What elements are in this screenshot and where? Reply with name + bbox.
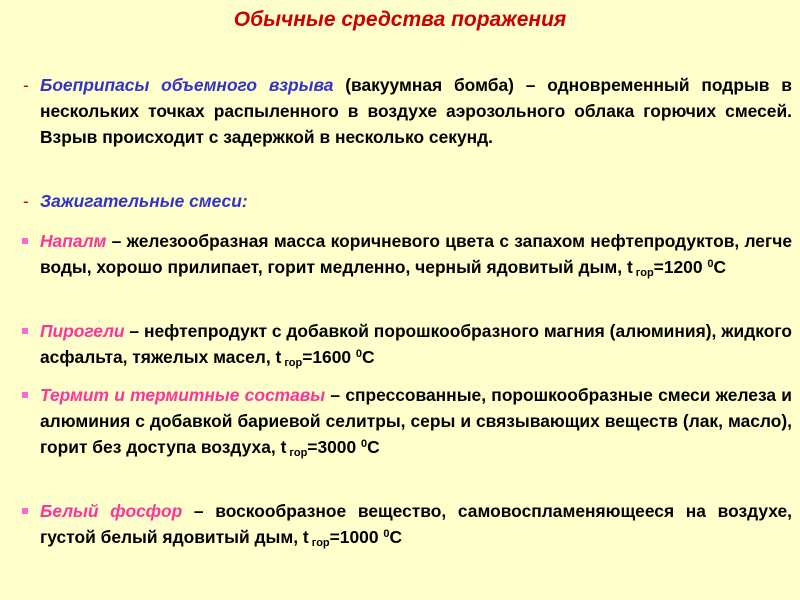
temperature-unit: С xyxy=(367,437,380,457)
slide-title: Обычные средства поражения xyxy=(233,8,567,31)
item-text: : xyxy=(241,191,248,211)
item-text: – воскообразное вещество, самовоспламеняющееся на воздухе, густой белый ядовитый дым, t xyxy=(40,501,793,547)
term-incendiary: Зажигательные смеси xyxy=(40,191,242,211)
term-napalm: Напалм xyxy=(40,231,107,251)
item-text: – нефтепродукт с добавкой порошкообразного магния (алюминия), жидкого асфальта, тяжелых масел, t xyxy=(40,321,792,367)
term-thermobaric: Боеприпасы объемного взрыва xyxy=(40,75,334,95)
bullet-square-icon xyxy=(22,328,28,334)
term-pyrogels: Пирогели xyxy=(40,321,125,341)
bullet-square-icon xyxy=(22,508,28,514)
bullet-square-icon xyxy=(22,238,28,244)
degree-superscript: 0 xyxy=(383,528,390,540)
list-item-thermite xyxy=(40,382,792,463)
subscript-label: гор xyxy=(632,267,654,279)
subscript-label: гор xyxy=(286,447,308,459)
temperature-value: =1000 xyxy=(329,527,384,547)
list-item-pyrogels xyxy=(40,318,792,373)
temperature-value: =1600 xyxy=(302,347,356,367)
item-text: – спрессованные, порошкообразные смеси железа и алюминия с добавкой бариевой селитры, серы и связывающих веществ (лак, масло), горит без доступа воздуха, t xyxy=(40,385,792,457)
temperature-value: =1200 xyxy=(653,257,708,277)
temperature-unit: С xyxy=(362,347,375,367)
list-item-napalm xyxy=(40,228,792,283)
degree-superscript: 0 xyxy=(355,348,363,360)
list-item-incendiary xyxy=(23,188,792,214)
item-text: – железообразная масса коричневого цвета с запахом нефтепродуктов, легче воды, хорошо прилипает, горит медленно, черный ядовитый дым, t xyxy=(40,231,792,277)
item-text: (вакуумная бомба) – одновременный подрыв в нескольких точках распыленного в воздухе аэрозольного облака горючих смесей. Взрыв происходит с задержкой в несколько секунд. xyxy=(40,75,792,147)
degree-superscript: 0 xyxy=(360,438,368,450)
temperature-unit: С xyxy=(713,257,727,277)
dash-marker: - xyxy=(23,75,29,95)
term-thermite: Термит и термитные составы xyxy=(40,385,326,405)
bullet-square-icon xyxy=(22,392,28,398)
degree-superscript: 0 xyxy=(707,258,714,270)
list-item-thermobaric xyxy=(23,72,792,150)
list-item-white-phosphorus xyxy=(40,498,792,553)
temperature-value: =3000 xyxy=(307,437,361,457)
temperature-unit: С xyxy=(389,527,403,547)
term-white-phosphorus: Белый фосфор xyxy=(40,501,183,521)
subscript-label: гор xyxy=(281,357,303,369)
subscript-label: гор xyxy=(308,537,330,549)
dash-marker: - xyxy=(23,191,29,211)
